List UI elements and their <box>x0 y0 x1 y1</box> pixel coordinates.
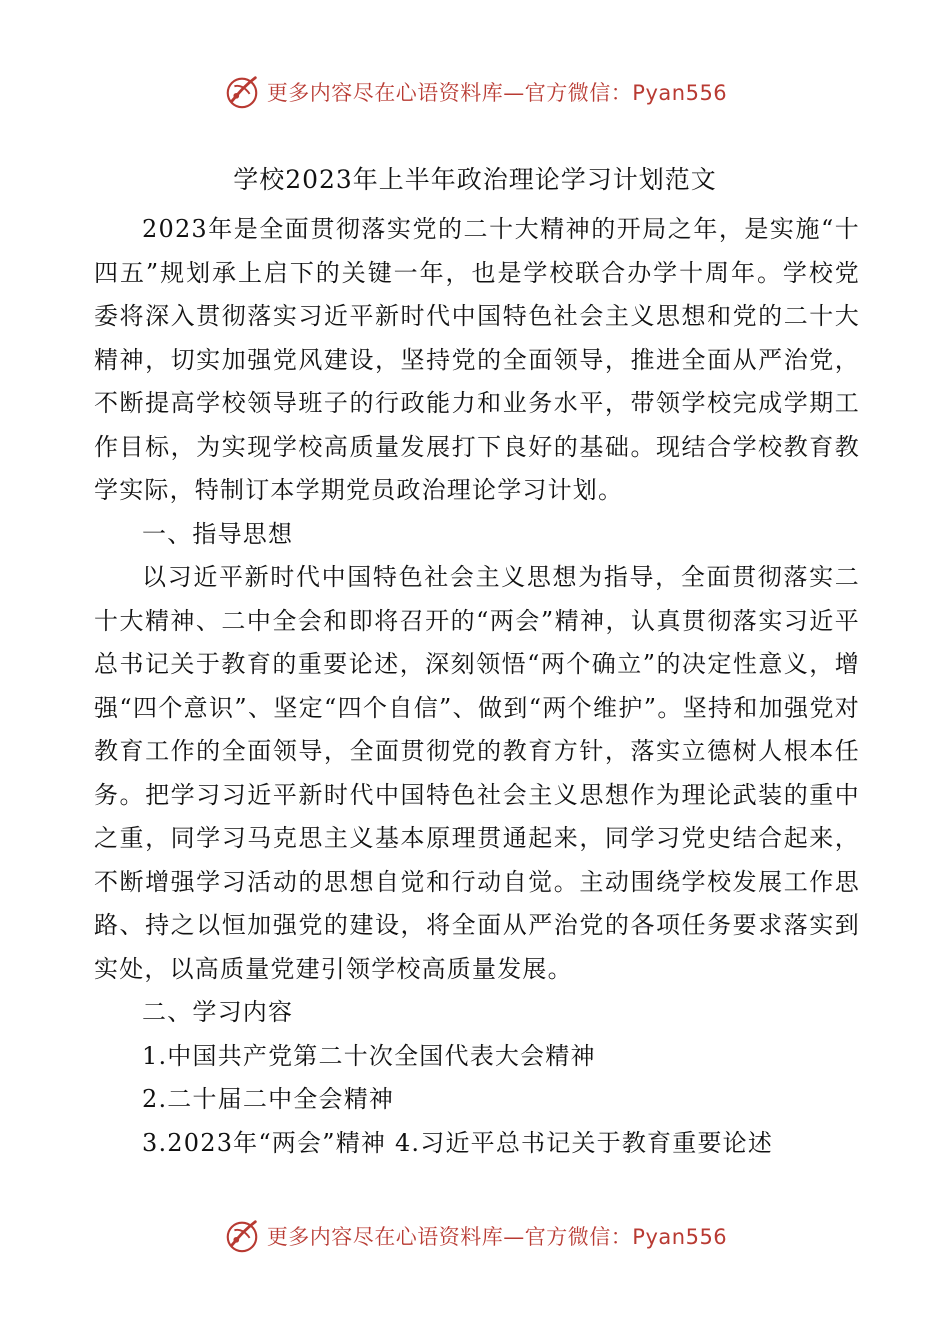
guiding-thought-paragraph: 以习近平新时代中国特色社会主义思想为指导，全面贯彻落实二十大精神、二中全会和即将召开的“两会”精神，认真贯彻落实习近平总书记关于教育的重要论述，深刻领悟“两个确立”的决定性意义，增强“四个意识”、坚定“四个自信”、做到“两个维护”。坚持和加强党对教育工作的全面领导，全面贯彻党的教育方针，落实立德树人根本任务。把学习习近平新时代中国特色社会主义思想作为理论武装的重中之重，同学习马克思主义基本原理贯通起来，同学习党史结合起来，不断增强学习活动的思想自觉和行动自觉。主动围绕学校发展工作思路、持之以恒加强党的建设，将全面从严治党的各项任务要求落实到实处，以高质量党建引领学校高质量发展。 <box>94 563 860 983</box>
section-heading-study-content: 二、学习内容 <box>142 998 294 1026</box>
calligraphy-pen-logo-icon <box>223 1217 261 1255</box>
study-item: 2.二十届二中全会精神 <box>142 1085 395 1113</box>
study-item: 3.2023年“两会”精神 4.习近平总书记关于教育重要论述 <box>142 1128 774 1157</box>
calligraphy-pen-logo-icon <box>223 73 261 111</box>
document-body <box>94 208 860 1165</box>
watermark-banner-bottom <box>0 1214 950 1258</box>
study-item: 1.中国共产党第二十次全国代表大会精神 <box>142 1041 596 1070</box>
watermark-banner-top <box>0 70 950 114</box>
watermark-text: 更多内容尽在心语资料库—官方微信：Pyan556 <box>266 1225 728 1249</box>
watermark-text: 更多内容尽在心语资料库—官方微信：Pyan556 <box>266 81 728 105</box>
intro-paragraph: 2023年是全面贯彻落实党的二十大精神的开局之年，是实施“十四五”规划承上启下的关键一年，也是学校联合办学十周年。学校党委将深入贯彻落实习近平新时代中国特色社会主义思想和党的二十大精神，切实加强党风建设，坚持党的全面领导，推进全面从严治党，不断提高学校领导班子的行政能力和业务水平，带领学校完成学期工作目标，为实现学校高质量发展打下良好的基础。现结合学校教育教学实际，特制订本学期党员政治理论学习计划。 <box>94 215 860 504</box>
document-title: 学校2023年上半年政治理论学习计划范文 <box>233 165 717 194</box>
section-heading-guiding-thought: 一、指导思想 <box>142 519 294 548</box>
